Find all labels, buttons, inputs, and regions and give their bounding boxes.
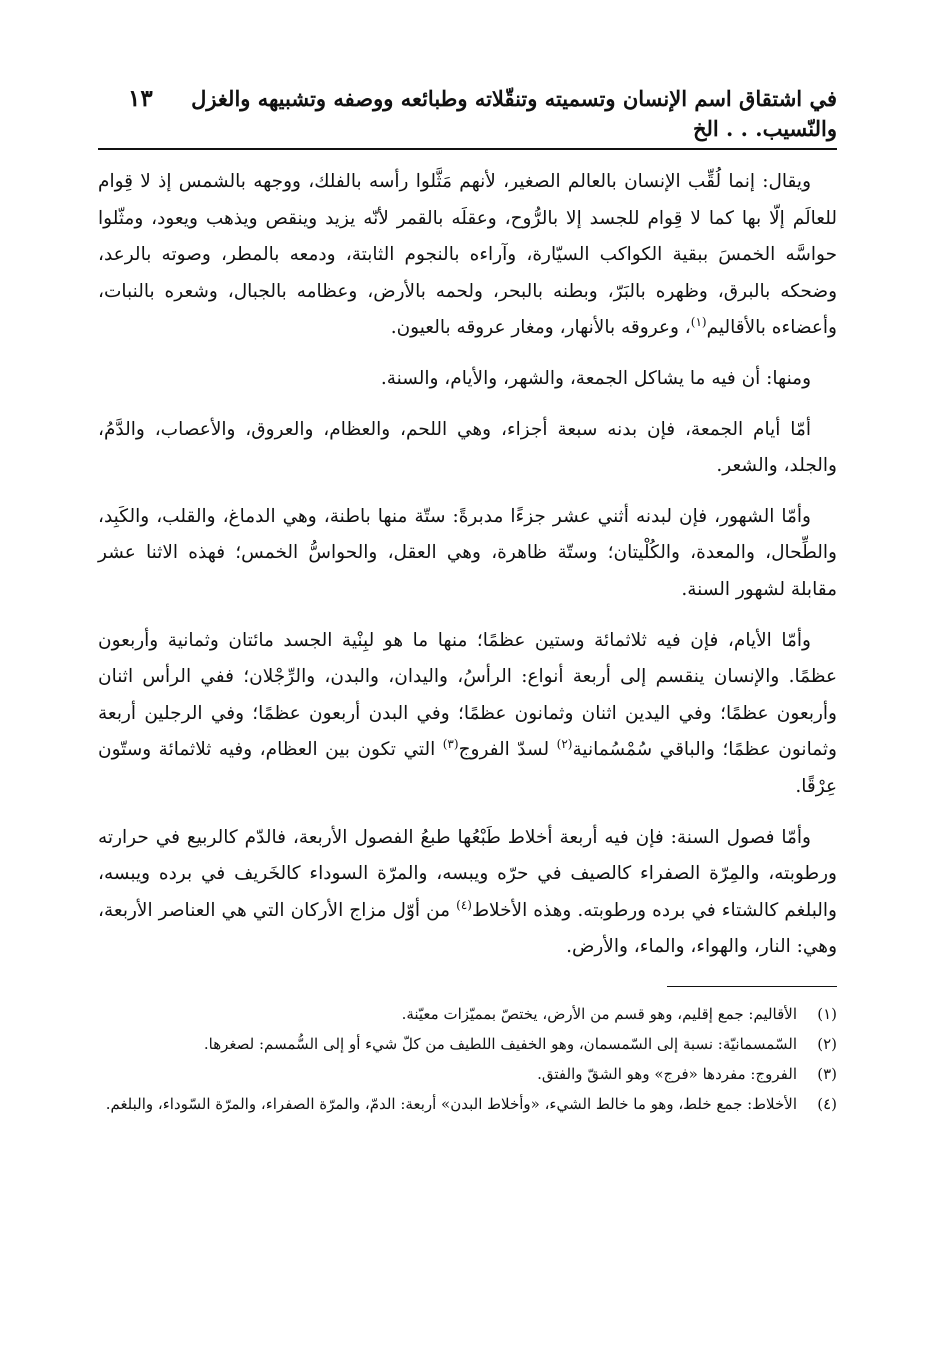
footnote-2 bbox=[98, 1031, 837, 1057]
paragraph-2: ومنها: أن فيه ما يشاكل الجمعة، والشهر، والأيام، والسنة. bbox=[380, 367, 811, 389]
footnote-text: الفروج: مفردها «فرج» وهو الشقّ والفتق. bbox=[537, 1064, 797, 1083]
running-header bbox=[98, 84, 837, 150]
header-title: في اشتقاق اسم الإنسان وتسميته وتنقّلاته وطبائعه ووصفه وتشبيهه والغزل والنّسيب. . . الخ bbox=[191, 86, 837, 141]
paragraph-5-text-end: التي تكون بين العظام، وفيه ثلاثمائة وستّون عِرْقًا. bbox=[98, 739, 837, 797]
footnote-text: الأقاليم: جمع إقليم، وهو قسم من الأرض، يختصّ بمميّزات معيّنة. bbox=[401, 1004, 797, 1023]
footnote-3 bbox=[98, 1061, 837, 1087]
paragraph-1-text-end: ، وعروقه بالأنهار، ومغار عروقه بالعيون. bbox=[390, 317, 691, 339]
footnote-1 bbox=[98, 1001, 837, 1027]
page-number: ١٣ bbox=[128, 85, 153, 112]
footnote-text: السّمسمانيّة: نسبة إلى السّمسمان، وهو الخفيف اللطيف من كلّ شيء أو إلى السُّمسم: لصغرها. bbox=[203, 1034, 797, 1053]
paragraph-6-text-end: من أوّل مزاج الأركان التي هي العناصر الأربعة، وهي: النار، والهواء، والماء، والأرض. bbox=[98, 899, 837, 958]
footnote-ref-1: (١) bbox=[690, 315, 707, 330]
paragraph-4: وأمّا الشهور، فإن لبدنه أثني عشر جزءًا مدبرةً: ستّة منها باطنة، وهي الدماغ، والقلب، والكَبِد، والطِّحال، والمعدة، والكُلْيتان؛ وستّة ظاهرة، وهي العقل، والحواسُّ الخمس؛ فهذه الاثنا عشر مقابلة لشهور السنة. bbox=[98, 505, 837, 600]
paragraph-5-text: وأمّا الأيام، فإن فيه ثلاثمائة وستين عظمًا؛ منها ما هو لبِنْية الجسد مائتان وثمانية وأربعون عظمًا. والإنسان ينقسم إلى أربعة أنواع: الرأسُ، واليدان، والبدن، والرِّجْلان؛ ففي الرأس اثنان وأربعون عظمًا؛ وفي اليدين اثنان وثمانون عظمًا؛ وفي البدن أربعون عظمًا؛ وفي الرجلين أربعة وثمانون عظمًا؛ والباقي سُمْسُمانية bbox=[98, 629, 837, 761]
paragraph-6 bbox=[98, 820, 837, 966]
paragraph-1-text: ويقال: إنما لُقِّب الإنسان بالعالم الصغير، لأنهم مَثَّلوا رأسه بالفلك، ووجهه بالشمس إذ لا قِوام للعالَم إلّا بها كما لا قِوام للجسد إلا بالرُّوح، وعقلَه بالقمر لأنّه يزيد وينقص ويذهب ويعود، ومثّلوا حواسَّه الخمسَ ببقية الكواكب السيّارة، وآراءه بالنجوم الثابتة، ودمعه بالمطر، وصوته بالرعد، وضحكه بالبرق، وظهره بالبَرّ، وبطنه بالبحر، ولحمه بالأرض، وعظامه بالجبال، وشعره بالنبات، وأعضاءه بالأقاليم bbox=[98, 171, 837, 339]
paragraph-6-text: وأمّا فصول السنة: فإن فيه أربعة أخلاط طَبْعُها طبعُ الفصول الأربعة، فالدّم كالربيع في حرارته ورطوبته، والمِرّة الصفراء كالصيف في حرّه ويبسه، والمرّة السوداء كالخَريف في برده ويبسه، والبلغم كالشتاء في برده ورطوبته. وهذه الأخلاط bbox=[98, 826, 837, 921]
footnote-ref-3: (٣) bbox=[442, 737, 459, 752]
paragraph-1 bbox=[98, 164, 837, 347]
footnote-text: الأخلاط: جمع خلط، وهو ما خالط الشيء، «وأخلاط البدن» أربعة: الدمّ، والمرّة الصفراء، والمرّة السّوداء، والبلغم. bbox=[105, 1094, 797, 1113]
footnote-ref-4: (٤) bbox=[456, 897, 472, 912]
footnote-4 bbox=[98, 1091, 837, 1117]
footnote-number: (٣) bbox=[817, 1064, 837, 1083]
paragraph-5 bbox=[98, 623, 837, 806]
footnote-ref-2: (٢) bbox=[556, 737, 573, 752]
footnote-number: (٢) bbox=[817, 1034, 837, 1053]
footnote-number: (٤) bbox=[817, 1094, 837, 1113]
main-text bbox=[98, 164, 837, 966]
footnotes bbox=[98, 1001, 837, 1117]
paragraph-5-text-mid: لسدّ الفروج bbox=[458, 739, 557, 761]
paragraph-3: أمّا أيام الجمعة، فإن بدنه سبعة أجزاء، وهي اللحم، والعظام، والعروق، والأعصاب، والدَّمُ، والجلد، والشعر. bbox=[98, 418, 837, 477]
footnote-number: (١) bbox=[817, 1004, 837, 1023]
footnote-separator bbox=[667, 986, 837, 987]
